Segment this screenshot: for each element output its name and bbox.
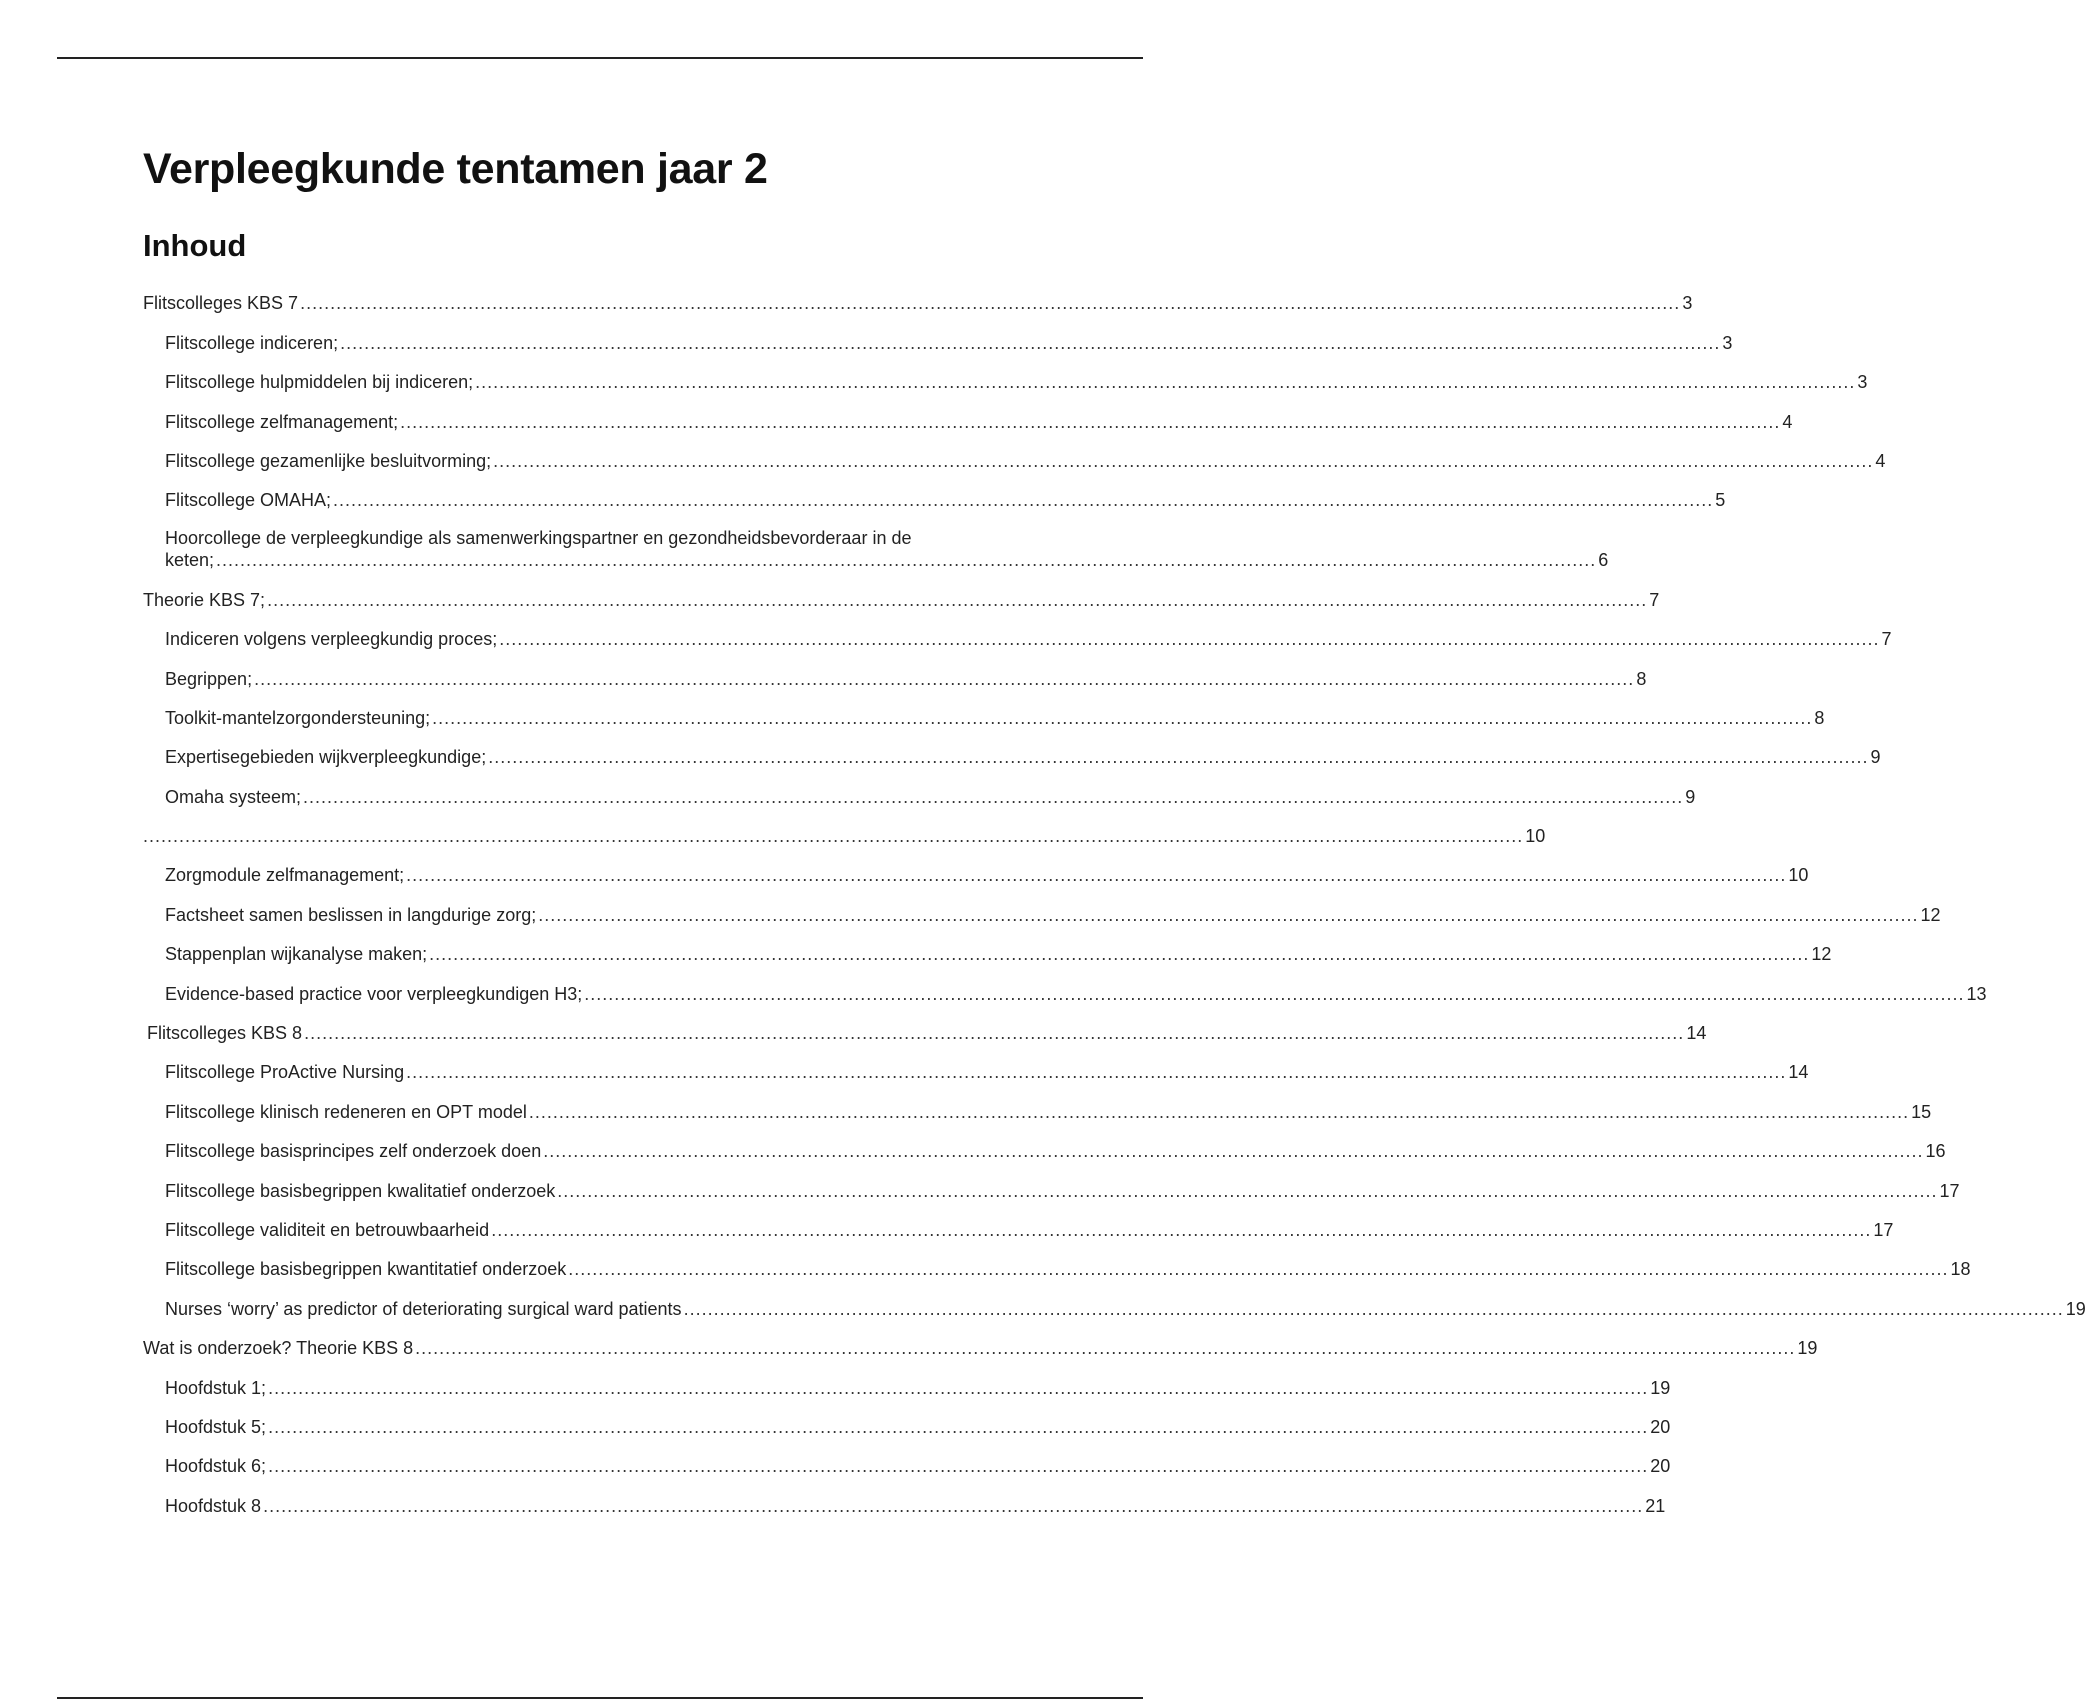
toc-entry[interactable] — [143, 1484, 1666, 1523]
toc-entry-text: Indiceren volgens verpleegkundig proces; — [165, 629, 498, 650]
toc-leader — [254, 668, 1634, 690]
page-title: Verpleegkunde tentamen jaar 2 — [143, 145, 768, 193]
toc-entry[interactable] — [143, 1366, 1671, 1405]
toc-leader — [491, 1219, 1871, 1241]
toc-entry-text: Flitscollege validiteit en betrouwbaarheid — [165, 1219, 490, 1240]
toc-page-number: 9 — [1685, 786, 1696, 807]
toc-entry-text: Flitscollege ProActive Nursing — [165, 1062, 405, 1083]
toc-entry[interactable] — [143, 1406, 1671, 1445]
toc-leader — [684, 1298, 2064, 1320]
toc-entry-text: Toolkit-mantelzorgondersteuning; — [165, 707, 431, 728]
toc-entry[interactable] — [143, 440, 1886, 479]
toc-entry-text: Flitscollege klinisch redeneren en OPT model — [165, 1101, 527, 1122]
toc-leader — [300, 292, 1680, 314]
toc-page-number: 12 — [1811, 944, 1832, 965]
toc-entry[interactable] — [143, 657, 1647, 696]
toc-leader — [538, 904, 1918, 926]
toc-page-number: 12 — [1920, 904, 1941, 925]
toc-leader — [584, 983, 1964, 1005]
toc-entry[interactable] — [143, 775, 1696, 814]
toc-entry[interactable] — [143, 1248, 1971, 1287]
toc-page-number: 13 — [1966, 983, 1987, 1004]
toc-page-number: 4 — [1782, 411, 1793, 432]
toc-entry[interactable] — [143, 1209, 1894, 1248]
toc-entry[interactable] — [143, 361, 1868, 400]
toc-leader — [543, 1140, 1923, 1162]
toc-leader — [216, 549, 1596, 571]
toc-entry-text: Hoofdstuk 8 — [165, 1495, 262, 1516]
toc-entry-text: Flitscollege basisbegrippen kwalitatief onderzoek — [165, 1180, 556, 1201]
toc-page-number: 5 — [1715, 490, 1726, 511]
toc-page-number: 17 — [1939, 1180, 1960, 1201]
toc-entry[interactable] — [143, 400, 1793, 439]
toc-entry-text: Flitscollege indiceren; — [165, 332, 339, 353]
toc-page-number: 10 — [1525, 826, 1546, 847]
toc-page-number: 19 — [1650, 1377, 1671, 1398]
toc-entry-text: Wat is onderzoek? Theorie KBS 8 — [143, 1338, 414, 1359]
toc-page-number: 19 — [1797, 1338, 1818, 1359]
footer-rule — [57, 1697, 1143, 1699]
toc-leader — [475, 371, 1855, 393]
toc-entry-text: Expertisegebieden wijkverpleegkundige; — [165, 747, 487, 768]
toc-leader — [432, 707, 1812, 729]
toc-page-number: 20 — [1650, 1416, 1671, 1437]
toc-entry[interactable] — [143, 854, 1809, 893]
toc-entry[interactable] — [143, 1287, 2086, 1326]
toc-leader — [268, 1416, 1648, 1438]
toc-leader — [143, 825, 1523, 847]
toc-leader — [499, 628, 1879, 650]
toc-entry-text: Zorgmodule zelfmanagement; — [165, 865, 405, 886]
toc-entry[interactable] — [143, 1012, 1707, 1051]
toc-page-number: 9 — [1870, 747, 1881, 768]
toc-entry-text: Begrippen; — [165, 668, 253, 689]
toc-entry-text: Hoofdstuk 6; — [165, 1456, 267, 1477]
toc-entry-text: Flitscollege basisbegrippen kwantitatief onderzoek — [165, 1259, 567, 1280]
toc-entry-text: Theorie KBS 7; — [143, 589, 266, 610]
toc-leader — [400, 411, 1780, 433]
header-rule — [57, 57, 1143, 59]
toc-leader — [557, 1180, 1937, 1202]
toc-entry-text: Flitscolleges KBS 8 — [147, 1023, 303, 1044]
toc-entry[interactable] — [143, 518, 1609, 578]
toc-entry-text: Factsheet samen beslissen in langdurige zorg; — [165, 904, 537, 925]
toc-entry[interactable] — [143, 972, 1987, 1011]
toc-page-number: 3 — [1682, 293, 1693, 314]
toc-entry[interactable] — [143, 282, 1693, 321]
toc-page-number: 17 — [1873, 1219, 1894, 1240]
toc-entry[interactable] — [143, 893, 1941, 932]
toc-leader — [406, 1061, 1786, 1083]
toc-leader — [268, 1455, 1648, 1477]
toc-entry-text: Omaha systeem; — [165, 786, 302, 807]
toc-page-number: 20 — [1650, 1456, 1671, 1477]
toc-heading: Inhoud — [143, 228, 247, 263]
toc-page-number: 14 — [1686, 1023, 1707, 1044]
toc-leader — [493, 450, 1873, 472]
toc-entry[interactable] — [143, 933, 1832, 972]
toc-page-number: 8 — [1636, 668, 1647, 689]
toc-entry-text: Hoorcollege de verpleegkundige als samenwerkingspartner en gezondheidsbevorderaar in de — [165, 528, 912, 549]
toc-leader — [263, 1495, 1643, 1517]
toc-leader — [340, 332, 1720, 354]
toc-leader — [488, 746, 1868, 768]
toc-entry-text: Hoofdstuk 5; — [165, 1416, 267, 1437]
toc-page-number: 14 — [1788, 1062, 1809, 1083]
toc-page-number: 4 — [1875, 450, 1886, 471]
toc-entry[interactable] — [143, 1169, 1960, 1208]
toc-page-number: 16 — [1925, 1141, 1946, 1162]
toc-page-number: 18 — [1950, 1259, 1971, 1280]
toc-entry[interactable] — [143, 618, 1892, 657]
toc-page-number: 21 — [1645, 1495, 1666, 1516]
toc-entry[interactable] — [143, 1130, 1946, 1169]
toc-entry-text: Flitscollege hulpmiddelen bij indiceren; — [165, 372, 474, 393]
toc-entry[interactable] — [143, 1090, 1932, 1129]
toc-page-number: 15 — [1911, 1101, 1932, 1122]
toc-entry-text: Flitscollege zelfmanagement; — [165, 411, 399, 432]
table-of-contents — [143, 282, 2086, 1524]
toc-page-number: 19 — [2065, 1298, 2086, 1319]
toc-entry-text: Evidence-based practice voor verpleegkundigen H3; — [165, 983, 583, 1004]
toc-entry-text: Stappenplan wijkanalyse maken; — [165, 944, 428, 965]
toc-entry-text: Flitscollege OMAHA; — [165, 490, 332, 511]
toc-entry[interactable] — [143, 736, 1881, 775]
toc-entry-text: Flitscollege gezamenlijke besluitvorming; — [165, 450, 492, 471]
toc-entry-text-continued: keten; — [165, 550, 215, 571]
toc-leader — [406, 864, 1786, 886]
toc-entry[interactable] — [143, 578, 1660, 617]
toc-entry-text: Nurses ‘worry’ as predictor of deteriorating surgical ward patients — [165, 1298, 682, 1319]
toc-page-number: 3 — [1857, 372, 1868, 393]
toc-leader — [529, 1101, 1909, 1123]
toc-entry-text: Flitscollege basisprincipes zelf onderzoek doen — [165, 1141, 542, 1162]
toc-page-number: 8 — [1814, 707, 1825, 728]
toc-leader — [568, 1258, 1948, 1280]
toc-leader — [267, 589, 1647, 611]
toc-leader — [303, 786, 1683, 808]
toc-entry[interactable] — [143, 479, 1726, 518]
toc-leader — [268, 1377, 1648, 1399]
toc-page-number: 7 — [1881, 629, 1892, 650]
toc-leader — [415, 1337, 1795, 1359]
toc-page-number: 6 — [1598, 550, 1609, 571]
toc-page-number: 3 — [1722, 332, 1733, 353]
toc-entry-text: Flitscolleges KBS 7 — [143, 293, 299, 314]
toc-leader — [429, 943, 1809, 965]
toc-entry[interactable] — [143, 1051, 1809, 1090]
toc-page-number: 10 — [1788, 865, 1809, 886]
toc-entry[interactable] — [143, 1445, 1671, 1484]
toc-leader — [333, 489, 1713, 511]
toc-entry-untitled[interactable] — [143, 815, 1546, 854]
toc-entry-text: Hoofdstuk 1; — [165, 1377, 267, 1398]
toc-entry[interactable] — [143, 321, 1733, 360]
toc-entry[interactable] — [143, 1327, 1818, 1366]
toc-entry[interactable] — [143, 697, 1825, 736]
toc-leader — [304, 1022, 1684, 1044]
toc-page-number: 7 — [1649, 589, 1660, 610]
